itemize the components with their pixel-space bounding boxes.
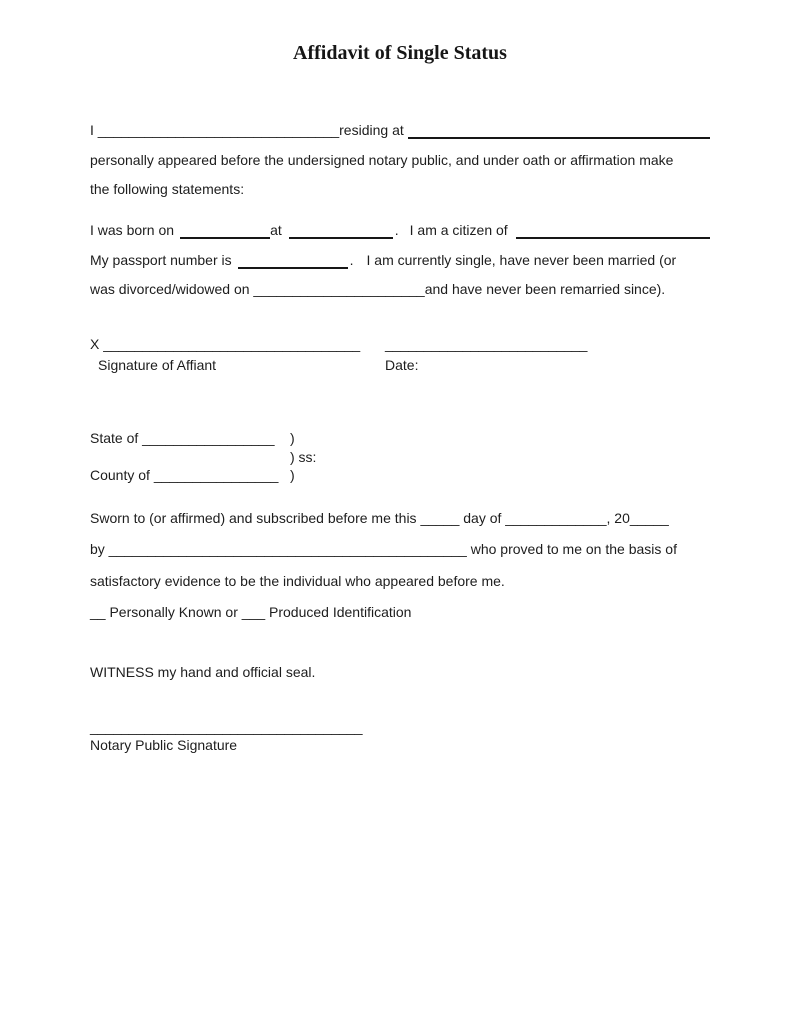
citizenship-blank	[516, 237, 710, 239]
sworn-line-3: satisfactory evidence to be the individual who appeared before me.	[90, 572, 505, 589]
notary-signature-line: ___________________________________	[90, 719, 363, 735]
birth-date-blank	[180, 237, 270, 239]
witness-line: WITNESS my hand and official seal.	[90, 664, 316, 680]
notary-signature-section	[90, 718, 710, 754]
intro-paragraph	[90, 116, 710, 205]
notary-acknowledgment-section	[90, 503, 710, 629]
passport-line	[90, 246, 710, 276]
intro-line-2: personally appeared before the undersigned notary public, and under oath or affirmation make	[90, 151, 674, 168]
birth-place-blank	[289, 237, 393, 239]
state-row	[90, 429, 710, 448]
statements-paragraph	[90, 216, 710, 305]
date-line: __________________________	[385, 336, 588, 352]
ss-row	[90, 448, 710, 467]
ss-marker: ) ss:	[290, 448, 317, 465]
affiant-name-text: I _______________________________residing at	[90, 122, 404, 138]
born-on-text: I was born on	[90, 222, 175, 238]
intro-line-3: the following statements:	[90, 181, 245, 197]
ss-spacer	[90, 448, 290, 467]
signature-grid	[90, 334, 710, 376]
notary-signature-label: Notary Public Signature	[90, 737, 238, 753]
signature-section	[90, 334, 710, 376]
intro-line-1	[90, 116, 710, 146]
identification-method-line: __ Personally Known or ___ Produced Identification	[90, 604, 412, 621]
divorce-widow-line: was divorced/widowed on ______________________and have never been remarried since).	[90, 281, 666, 297]
passport-number-blank	[238, 267, 348, 269]
county-line: County of ________________	[90, 467, 279, 484]
state-line: State of _________________	[90, 430, 275, 446]
citizen-of-text: I am a citizen of	[409, 222, 508, 238]
birth-citizenship-line	[90, 216, 710, 246]
page-title: Affidavit of Single Status	[293, 42, 507, 64]
passport-number-text: My passport number is	[90, 251, 232, 268]
affiant-signature-label: Signature of Affiant	[98, 357, 217, 373]
period-text: .	[349, 251, 354, 268]
date-label: Date:	[385, 357, 419, 373]
county-row	[90, 466, 710, 485]
residence-address-blank	[408, 137, 710, 139]
sworn-line-1: Sworn to (or affirmed) and subscribed before me this _____ day of _____________, 20_____	[90, 510, 669, 526]
affiant-signature-line: X _________________________________	[90, 336, 361, 352]
venue-section	[90, 429, 710, 485]
currently-single-text: I am currently single, have never been married (or	[366, 251, 677, 268]
period-text: .	[394, 222, 399, 238]
county-paren: )	[290, 467, 295, 484]
state-paren: )	[290, 430, 295, 446]
at-text: at	[270, 222, 282, 238]
sworn-line-2: by ______________________________________________ who proved to me on the basis of	[90, 541, 677, 558]
